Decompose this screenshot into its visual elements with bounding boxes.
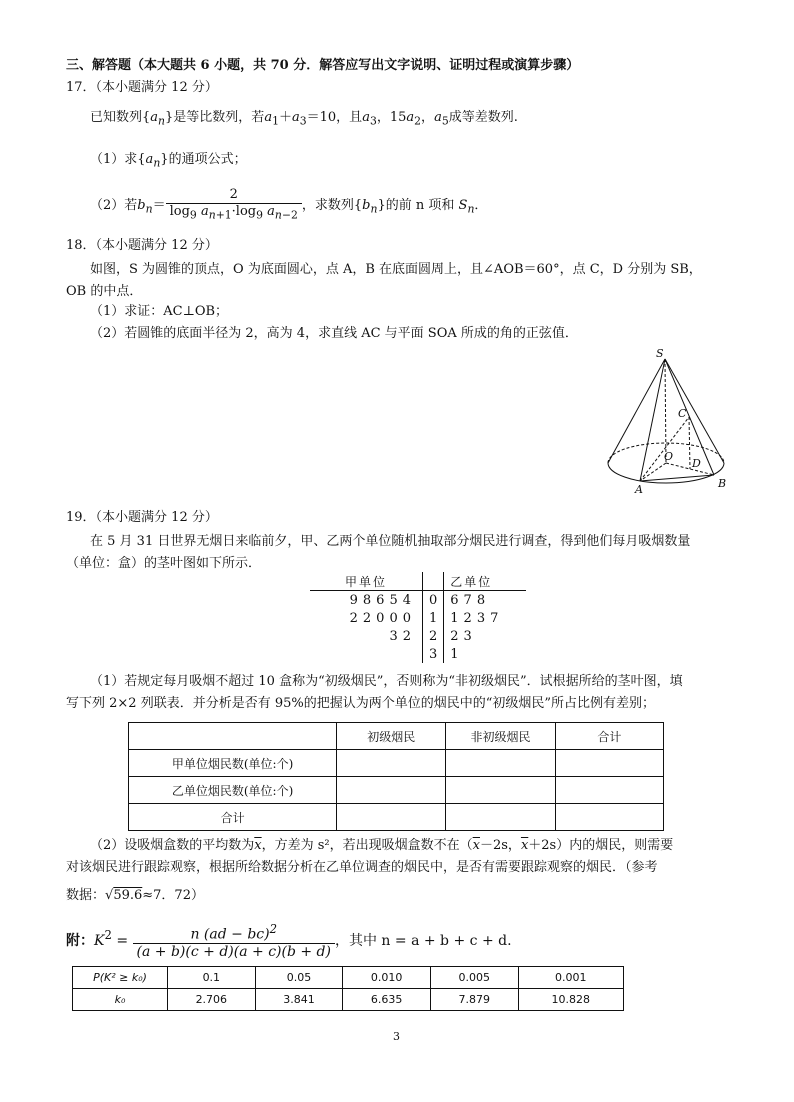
q18-part1: （1）求证：AC⊥OB； (90, 304, 229, 319)
cone-edge-right (665, 359, 724, 463)
q17-part2: （2）若$b_n=$ $\frac{2}{\log_9 a_{n+1}\cdot\log_9 a_{n-2}}$ ，求数列$\{b_n\}$的前 n 项和 $S_n$． (90, 187, 488, 222)
q19-line2: （单位：盒）的茎叶图如下所示． (66, 556, 262, 571)
k-value-table (72, 966, 624, 1011)
label-O: O (664, 450, 674, 463)
label-B: B (718, 477, 727, 490)
header-nonbeginner: 非初级烟民 (446, 723, 555, 750)
q18-title: 18．（本小题满分 12 分） (66, 238, 218, 253)
stem-leaf-plot (310, 572, 526, 663)
cell-blank[interactable] (446, 750, 555, 777)
seg-AC (640, 417, 689, 481)
cell-blank[interactable] (555, 750, 663, 777)
q19-title: 19．（本小题满分 12 分） (66, 510, 218, 525)
q18-line1: 如图，S 为圆锥的顶点，O 为底面圆心，点 A，B 在底面圆周上，且∠AOB＝60°，点 C，D 分别为 SB， (90, 262, 702, 277)
table-row: 合计 (129, 804, 664, 831)
cell-blank[interactable] (337, 777, 446, 804)
q18-part2: （2）若圆锥的底面半径为 2，高为 4，求直线 AC 与平面 SOA 所成的角的正弦值． (90, 326, 578, 341)
q19-part2-line2: 对该烟民进行跟踪观察，根据所给数据分析在乙单位调查的烟民中，是否有需要跟踪观察的烟民．（参考 (66, 860, 658, 875)
table-row: P(K² ≥ k₀) 0.1 0.05 0.010 0.005 0.001 (73, 967, 624, 989)
q19-part1-line1: （1）若规定每月吸烟不超过 10 盒称为“初级烟民”，否则称为“非初级烟民”．试根据所给的茎叶图，填 (90, 674, 683, 689)
contingency-table (128, 722, 664, 831)
cell-blank[interactable] (555, 804, 663, 831)
label-S: S (656, 347, 664, 360)
table-row: 甲单位烟民数(单位:个) (129, 750, 664, 777)
cell-blank[interactable] (555, 777, 663, 804)
cell-blank[interactable] (337, 804, 446, 831)
table-row: 乙单位烟民数(单位:个) (129, 777, 664, 804)
label-D: D (692, 457, 701, 470)
seg-CD (689, 417, 690, 469)
edge-SA (640, 359, 665, 481)
q19-part2-line1: （2）设吸烟盒数的平均数为$\overline{x}$，方差为 s²，若出现吸烟盒数不在（$\overline{x}-2s$，$\overline{x}+2s$）内的烟民，则需要 (90, 838, 674, 853)
label-C: C (678, 407, 687, 420)
stem-row: 3 1 (310, 645, 526, 663)
q18-line2: OB 的中点． (66, 284, 143, 299)
q19-line1: 在 5 月 31 日世界无烟日来临前夕，甲、乙两个单位随机抽取部分烟民进行调查，得到他们每月吸烟数量 (90, 534, 691, 549)
stem-row: 98654 0 678 (349, 592, 491, 608)
stem-right-header: 乙单位 (450, 574, 493, 589)
cone-edge-left (608, 359, 665, 463)
label-A: A (635, 483, 643, 495)
q17-intro: 已知数列$\{a_n\}$是等比数列，若$a_1+a_3=10$，且$a_3$，$15a_2$，$a_5$成等差数列. (90, 110, 518, 128)
section-heading: 三、解答题（本大题共 6 小题，共 70 分．解答应写出文字说明、证明过程或演算步骤） (66, 58, 580, 73)
q17-fraction: $\frac{2}{\log_9 a_{n+1}\cdot\log_9 a_{n-2}}$ (166, 187, 302, 224)
table-row: k₀ 2.706 3.841 6.635 7.879 10.828 (73, 989, 624, 1011)
cell-blank[interactable] (337, 750, 446, 777)
cell-blank[interactable] (446, 777, 555, 804)
seg-OA (640, 463, 666, 481)
stem-left-header: 甲单位 (344, 574, 387, 589)
header-total: 合计 (555, 723, 663, 750)
appendix-formula: 附：$K^2$ = $\frac{n (ad - bc)^2}{(a + b)(c + d)(a + c)(b + d)}$ ，其中 n = a + b + c + d. (66, 922, 512, 960)
q17-part1: （1）求$\{a_n\}$的通项公式； (90, 152, 247, 170)
q19-part2-line3: 数据：√59.6≈7．72） (66, 888, 204, 903)
cell-blank[interactable] (446, 804, 555, 831)
q17-title: 17．（本小题满分 12 分） (66, 80, 218, 95)
stem-row: 32 2 23 (389, 628, 477, 644)
stem-row: 22000 1 1237 (349, 610, 504, 626)
page-number: 3 (393, 1030, 400, 1043)
cone-figure (600, 345, 740, 495)
q19-part1-line2: 写下列 2×2 列联表．并分析是否有 95%的把握认为两个单位的烟民中的“初级烟民”所占比例有差别； (66, 696, 656, 711)
header-beginner: 初级烟民 (337, 723, 446, 750)
